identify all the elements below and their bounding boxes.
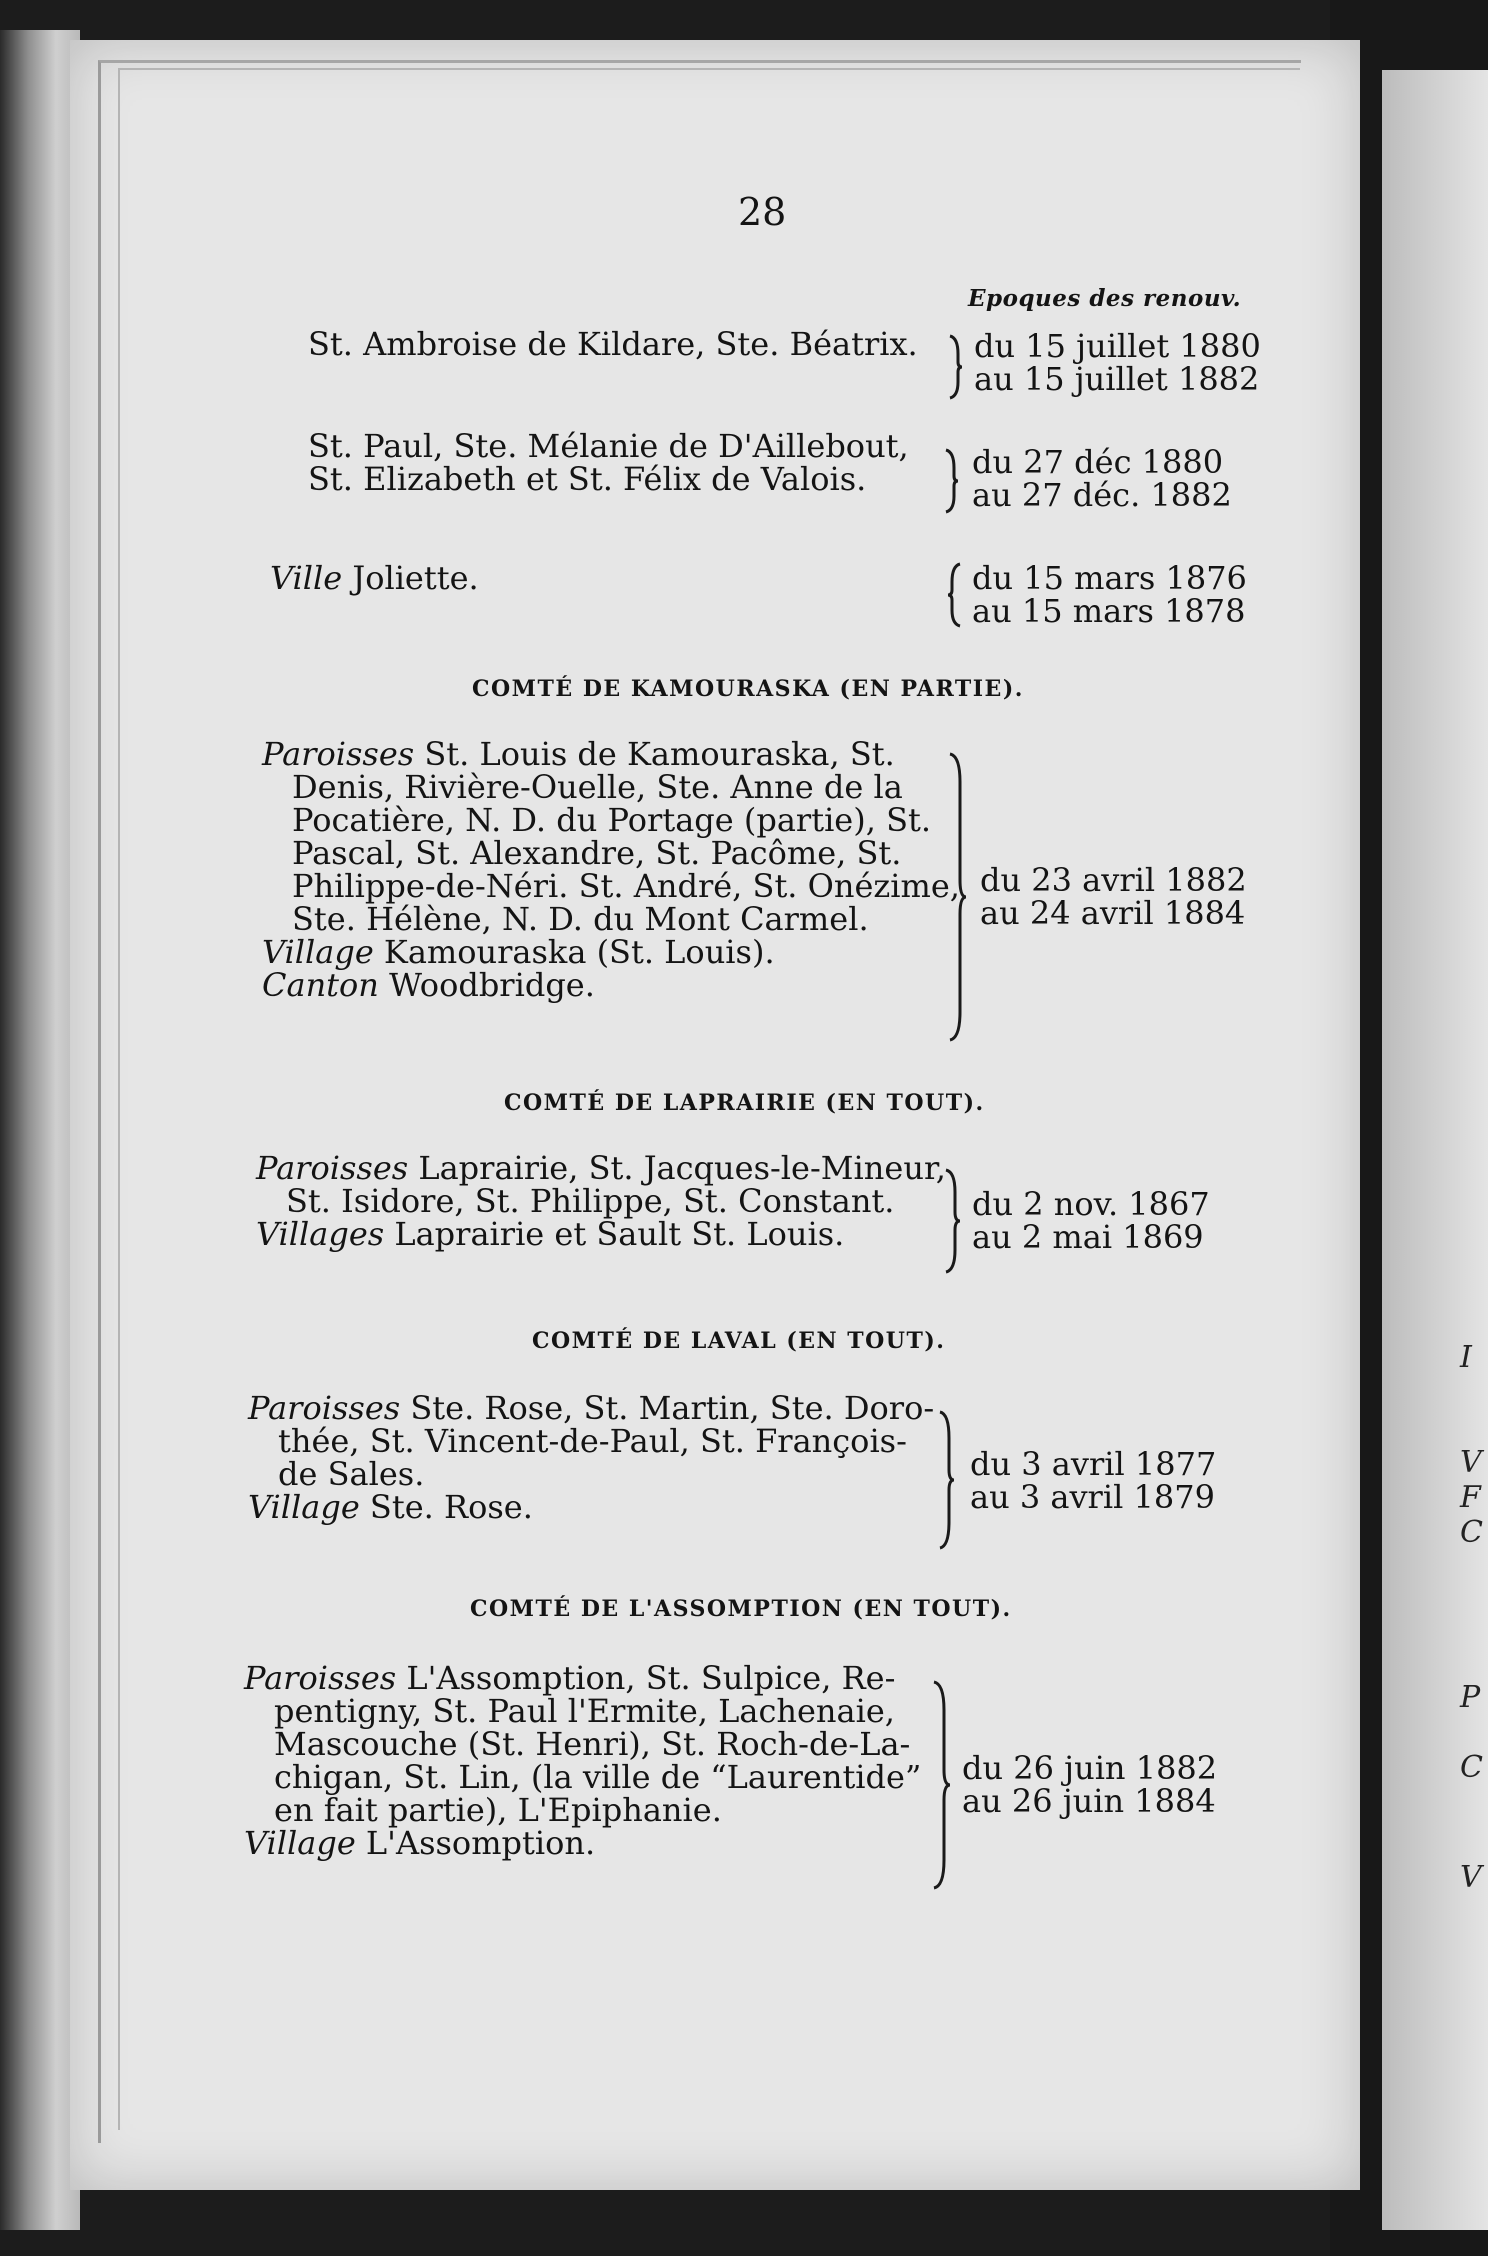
right-brace	[948, 752, 968, 1042]
section-entry-laval: Paroisses Ste. Rose, St. Martin, Ste. Doro- thée, St. Vincent-de-Paul, St. François- de Sales. Village Ste. Rose.	[248, 1389, 935, 1526]
right-brace	[932, 1680, 952, 1890]
facing-page-letter: I	[1460, 1340, 1472, 1375]
date-to: au 2 mai 1869	[972, 1218, 1204, 1256]
facing-page-letter: V	[1460, 1445, 1482, 1480]
facing-page-letter: C	[1460, 1515, 1483, 1550]
renewal-dates	[974, 327, 1261, 398]
facing-page-letter: V	[1460, 1860, 1482, 1895]
date-from: du 26 juin 1882	[962, 1749, 1218, 1787]
date-from: du 27 déc 1880	[972, 443, 1224, 481]
entry-line: St. Ambroise de Kildare, Ste. Béatrix.	[308, 325, 918, 363]
entry-ambroise	[308, 325, 918, 363]
date-from: du 23 avril 1882	[980, 861, 1247, 899]
renewal-dates	[970, 1445, 1217, 1516]
section-heading: COMTÉ DE L'ASSOMPTION (EN TOUT).	[470, 1596, 1012, 1622]
date-to: au 27 déc. 1882	[972, 476, 1232, 514]
facing-page-letter: C	[1460, 1750, 1483, 1785]
section-entry-assomption: Paroisses L'Assomption, St. Sulpice, Re- pentigny, St. Paul l'Ermite, Lachenaie, Mascouche (St. Henri), St. Roch-de-La- chigan, St. Lin, (la ville de “Laurentide” en fait partie), L'Epiphanie. Village L'Assomption.	[244, 1659, 922, 1862]
renewal-dates	[962, 1749, 1218, 1820]
right-brace	[944, 448, 960, 514]
date-from: du 2 nov. 1867	[972, 1185, 1210, 1223]
entry-line: Ville Joliette.	[270, 559, 479, 597]
page-number: 28	[738, 190, 787, 234]
left-brace	[946, 562, 962, 628]
entry-line: St. Elizabeth et St. Félix de Valois.	[308, 460, 867, 498]
date-to: au 26 juin 1884	[962, 1782, 1216, 1820]
column-header: Epoques des renouv.	[968, 285, 1242, 312]
right-brace	[938, 1410, 956, 1550]
renewal-dates	[980, 861, 1247, 932]
section-heading: COMTÉ DE LAPRAIRIE (EN TOUT).	[504, 1090, 985, 1116]
renewal-dates	[972, 1185, 1210, 1256]
date-from: du 15 juillet 1880	[974, 327, 1261, 365]
entry-line: St. Paul, Ste. Mélanie de D'Aillebout,	[308, 427, 909, 465]
section-entry-laprairie: Paroisses Laprairie, St. Jacques-le-Mineur, St. Isidore, St. Philippe, St. Constant. Villages Laprairie et Sault St. Louis.	[256, 1149, 946, 1253]
renewal-dates	[972, 559, 1247, 630]
right-brace	[944, 1168, 962, 1274]
date-to: au 15 juillet 1882	[974, 360, 1260, 398]
date-from: du 3 avril 1877	[970, 1445, 1217, 1483]
section-heading: COMTÉ DE LAVAL (EN TOUT).	[532, 1328, 946, 1354]
date-from: du 15 mars 1876	[972, 559, 1247, 597]
entry-joliette	[270, 559, 479, 597]
section-heading: COMTÉ DE KAMOURASKA (EN PARTIE).	[472, 676, 1024, 702]
renewal-dates	[972, 443, 1232, 514]
date-to: au 15 mars 1878	[972, 592, 1246, 630]
date-to: au 24 avril 1884	[980, 894, 1246, 932]
entry-paul	[308, 427, 909, 498]
facing-page-letter: P	[1460, 1680, 1481, 1715]
section-entry-kamouraska: Paroisses St. Louis de Kamouraska, St. Denis, Rivière-Ouelle, Ste. Anne de la Pocatière, N. D. du Portage (partie), St. Pascal, St. Alexandre, St. Pacôme, St. Philippe-de-Néri. St. André, St. Onézime, Ste. Hélène, N. D. du Mont Carmel. Village Kamouraska (St. Louis). Canton Woodbridge.	[262, 735, 960, 1004]
facing-page-letter: F	[1460, 1480, 1481, 1515]
date-to: au 3 avril 1879	[970, 1478, 1215, 1516]
right-brace	[948, 334, 964, 400]
